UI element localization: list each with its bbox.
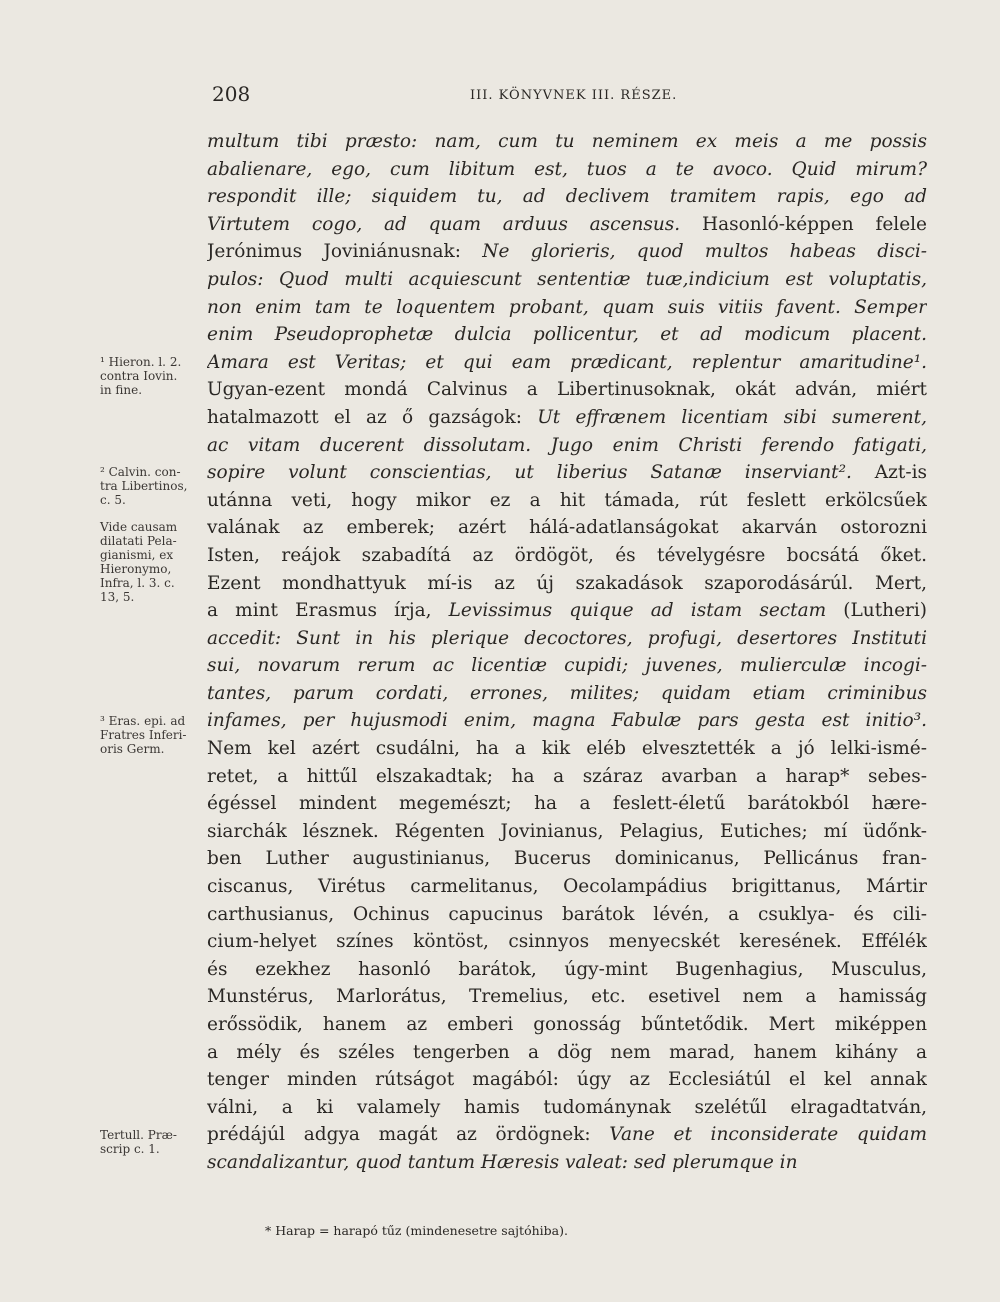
margin-note [100, 465, 208, 507]
latin-text: abalienare, ego, cum libitum est, tuos a te avoco. Quid mirum? [207, 158, 927, 180]
margin-note-line: c. 5. [100, 493, 126, 508]
page-number: 208 [212, 82, 251, 106]
hungarian-text: Isten, reájok szabadítá az ördögöt, és tévelygésre bocsátá őket. [207, 544, 927, 566]
margin-note-line: ² Calvin. con- [100, 465, 181, 480]
hungarian-text: prédájúl adgya magát az ördögnek: [207, 1124, 610, 1146]
hungarian-text: erőssödik, hanem az emberi gonosság bűntetődik. Mert miképpen [207, 1014, 927, 1035]
text-line [207, 652, 927, 680]
text-line [207, 321, 927, 349]
latin-text: Virtutem cogo, ad quam arduus ascensus. [207, 213, 681, 235]
text-line [207, 680, 927, 708]
latin-text: respondit ille; siquidem tu, ad declivem tramitem rapis, ego ad [207, 186, 927, 208]
hungarian-text: a mély és széles tengerben a dög nem marad, hanem kihány a [207, 1041, 927, 1063]
text-line [207, 901, 927, 929]
text-line [207, 707, 927, 735]
margin-note-line: oris Germ. [100, 741, 165, 756]
margin-note-line: dilatati Pela- [100, 534, 177, 549]
latin-text: sopire volunt conscientias, ut liberius Satanæ inserviant². [207, 462, 852, 484]
latin-text: tantes, parum cordati, errones, milites; quidam etiam criminibus [207, 682, 927, 704]
text-line [207, 238, 927, 266]
hungarian-text: Ezent mondhattyuk mí-is az új szakadások szaporodásárúl. Mert, [207, 572, 927, 594]
text-line [207, 432, 927, 460]
margin-note-line: gianismi, ex [100, 548, 174, 563]
footnote: * Harap = harapó tűz (mindenesetre sajtóhiba). [265, 1223, 568, 1238]
hungarian-text: hatalmazott el az ő gazságok: [207, 406, 538, 428]
hungarian-text: cium-helyet színes köntöst, csinnyos menyecskét keresének. Effélék [207, 931, 927, 953]
hungarian-text: a mint Erasmus írja, [207, 600, 449, 622]
latin-text: infames, per hujusmodi enim, magna Fabulæ pars gesta est initio³. [207, 710, 927, 732]
margin-note [100, 520, 208, 604]
latin-text: ac vitam ducerent dissolutam. Jugo enim Christi ferendo fatigati, [207, 434, 927, 456]
latin-text: Ne glorieris, quod multos habeas disci- [482, 241, 927, 263]
text-line [207, 873, 927, 901]
text-line [207, 625, 927, 653]
text-line [207, 128, 927, 156]
latin-text: accedit: Sunt in his plerique decoctores, profugi, desertores Instituti [207, 627, 927, 649]
hungarian-text: siarchák lésznek. Régenten Jovinianus, Pelagius, Eutiches; mí üdőnk- [207, 820, 927, 842]
text-line [207, 211, 927, 239]
latin-text: Vane et inconsiderate quidam [609, 1124, 927, 1146]
text-line [207, 514, 927, 542]
text-line [207, 1094, 927, 1122]
text-line [207, 156, 927, 184]
text-line [207, 956, 927, 984]
hungarian-text: Ugyan-ezent mondá Calvinus a Libertinusoknak, okát adván, miért [207, 379, 927, 401]
text-line [207, 487, 927, 515]
hungarian-text: tenger minden rútságot magából: úgy az Ecclesiátúl el kel annak [207, 1069, 927, 1091]
text-line [207, 349, 927, 377]
hungarian-text: Jerónimus Joviniánusnak: [207, 241, 483, 263]
margin-note [100, 355, 208, 397]
latin-text: sui, novarum rerum ac licentiæ cupidi; juvenes, mulierculæ incogi- [207, 655, 927, 677]
hungarian-text: ben Luther augustinianus, Bucerus dominicanus, Pellicánus fran- [207, 848, 927, 870]
latin-text: pulos: Quod multi acquiescunt sententiæ tuæ,indicium est voluptatis, [207, 268, 927, 290]
margin-note-line: tra Libertinos, [100, 479, 188, 494]
hungarian-text: Azt-is [851, 462, 927, 484]
margin-note-line: Hieronymo, [100, 562, 172, 577]
margin-note-line: contra Iovin. [100, 368, 178, 383]
text-line [207, 294, 927, 322]
latin-text: scandalizantur, quod tantum Hæresis valeat: sed plerumque in [207, 1151, 798, 1173]
text-line [207, 763, 927, 791]
text-line [207, 376, 927, 404]
hungarian-text: valának az emberek; azért hálá-adatlanságokat akarván ostorozni [207, 517, 927, 539]
running-head: III. KÖNYVNEK III. RÉSZE. [470, 88, 678, 103]
margin-note-line: ¹ Hieron. l. 2. [100, 354, 182, 369]
text-line [207, 818, 927, 846]
latin-text: non enim tam te loquentem probant, quam suis vitiis favent. Semper [207, 296, 927, 318]
latin-text: Ut effrænem licentiam sibi sumerent, [537, 406, 927, 428]
latin-text: multum tibi præsto: nam, cum tu neminem ex meis a me possis [207, 131, 927, 152]
text-line [207, 983, 927, 1011]
text-line [207, 1121, 927, 1149]
margin-note-line: Fratres Inferi- [100, 727, 187, 742]
hungarian-text: égéssel mindent megemészt; ha a feslett-életű barátokból hære- [207, 793, 927, 815]
margin-note-line: in fine. [100, 382, 143, 397]
text-line [207, 845, 927, 873]
hungarian-text: (Lutheri) [826, 600, 927, 622]
latin-text: enim Pseudoprophetæ dulcia pollicentur, et ad modicum placent. [207, 324, 927, 346]
text-line [207, 735, 927, 763]
text-line [207, 1011, 927, 1039]
hungarian-text: utánna veti, hogy mikor ez a hit támada, rút feslett erkölcsűek [207, 489, 927, 511]
hungarian-text: Munstérus, Marlorátus, Tremelius, etc. esetivel nem a hamisság [207, 986, 927, 1008]
hungarian-text: és ezekhez hasonló barátok, úgy-mint Bugenhagius, Musculus, [207, 958, 927, 980]
hungarian-text: ciscanus, Virétus carmelitanus, Oecolampádius brigittanus, Mártir [207, 876, 927, 898]
hungarian-text: carthusianus, Ochinus capucinus barátok lévén, a csuklya- és cili- [207, 903, 927, 925]
margin-note-line: Vide causam [100, 520, 178, 535]
latin-text: Levissimus quique ad istam sectam [448, 600, 827, 622]
hungarian-text: Nem kel azért csudálni, ha a kik eléb elvesztették a jó lelki-ismé- [207, 738, 927, 760]
text-line [207, 1066, 927, 1094]
margin-note-line: scrip c. 1. [100, 1141, 160, 1156]
text-line [207, 1149, 927, 1177]
margin-note [100, 1128, 208, 1156]
text-line [207, 542, 927, 570]
page-header [0, 82, 1000, 112]
text-line [207, 183, 927, 211]
margin-note-line: Infra, l. 3. c. [100, 576, 175, 591]
hungarian-text: retet, a hittűl elszakadtak; ha a száraz avarban a harap* sebes- [207, 765, 927, 787]
text-line [207, 570, 927, 598]
margin-note-line: 13, 5. [100, 590, 135, 605]
hungarian-text: Hasonló-képpen felele [680, 213, 927, 235]
margin-note [100, 714, 208, 756]
text-line [207, 597, 927, 625]
text-line [207, 266, 927, 294]
text-line [207, 1039, 927, 1067]
margin-note-line: Tertull. Præ- [100, 1127, 177, 1142]
text-line [207, 928, 927, 956]
hungarian-text: válni, a ki valamely hamis tudománynak szelétűl elragadtatván, [207, 1096, 927, 1118]
text-line [207, 790, 927, 818]
text-line [207, 459, 927, 487]
margin-note-line: ³ Eras. epi. ad [100, 713, 186, 728]
main-text [207, 128, 927, 1177]
text-line [207, 404, 927, 432]
latin-text: Amara est Veritas; et qui eam prædicant, replentur amaritudine¹. [207, 351, 927, 373]
